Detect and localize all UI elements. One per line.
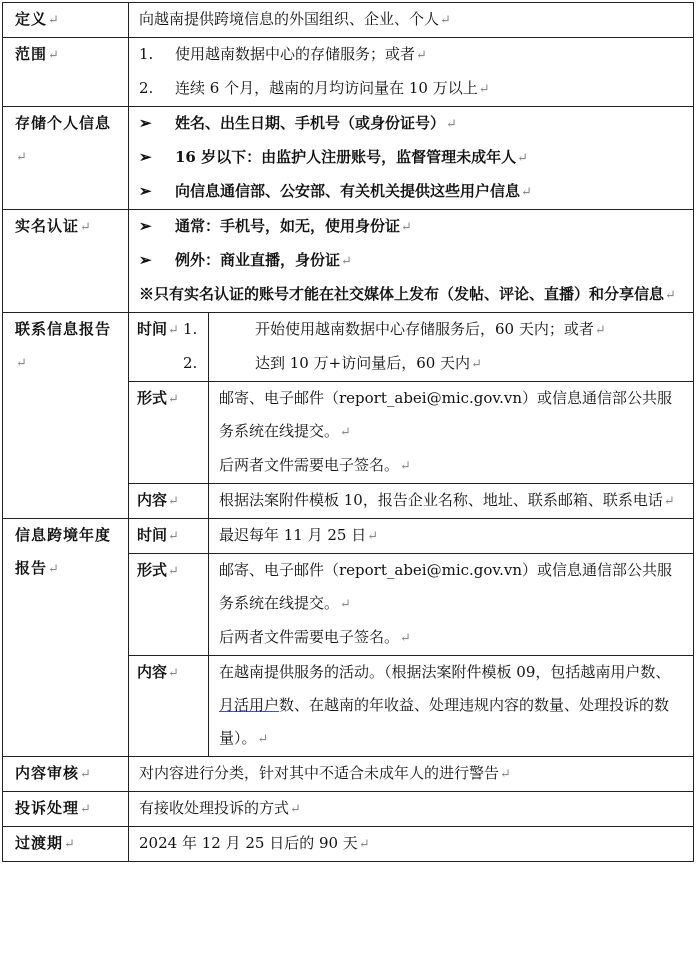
transition-label (3, 827, 129, 862)
paragraph-mark-icon: ↵ (517, 151, 529, 166)
text-span: 形式 (137, 561, 168, 579)
scope-row (3, 38, 694, 107)
paragraph-mark-icon: ↵ (48, 13, 60, 28)
complaint-label (3, 792, 129, 827)
contact-time-list (183, 313, 694, 382)
text-span: 定义 (15, 10, 48, 28)
paragraph-mark-icon: ↵ (16, 150, 28, 165)
transition-text (129, 827, 694, 862)
scope-label (3, 38, 129, 107)
text-span: 时间 (137, 526, 168, 544)
review-label (3, 757, 129, 792)
annual-form-text (209, 554, 694, 656)
storage-row (3, 107, 694, 210)
text-span: 联系信息报告 (15, 320, 112, 338)
storage-list (129, 107, 694, 210)
complaint-text (129, 792, 694, 827)
paragraph-mark-icon: ↵ (80, 220, 92, 235)
storage-item (139, 141, 685, 175)
text-span: 内容 (137, 491, 168, 509)
paragraph-mark-icon: ↵ (340, 597, 351, 612)
contact-content-text (209, 484, 694, 519)
paragraph-mark-icon: ↵ (168, 529, 179, 544)
storage-item (139, 175, 685, 209)
annual-time-text (209, 519, 694, 554)
paragraph-mark-icon: ↵ (168, 564, 179, 579)
text-span: 2. (139, 79, 154, 97)
text-span: 后两者文件需要电子签名。 (219, 456, 400, 474)
regulation-table (2, 2, 694, 862)
annual-time-label (129, 519, 209, 554)
review-row (3, 757, 694, 792)
paragraph-mark-icon: ↵ (400, 631, 411, 646)
arrow-bullet-icon: ➢ (139, 217, 152, 235)
realname-item (139, 244, 685, 278)
contact-time-row (3, 313, 694, 382)
text-span: 向信息通信部、公安部、有关机关提供这些用户信息 (175, 182, 521, 200)
definition-row (3, 3, 694, 38)
paragraph-mark-icon: ↵ (340, 425, 351, 440)
text-span: 范围 (15, 45, 48, 63)
annual-content-label (129, 656, 209, 757)
paragraph-mark-icon: ↵ (290, 802, 301, 817)
review-text (129, 757, 694, 792)
storage-item (139, 107, 685, 141)
text-span: 达到 10 万+访问量后，60 天内 (255, 354, 471, 372)
text-span: 1. (183, 320, 198, 338)
paragraph-mark-icon: ↵ (478, 82, 490, 97)
text-span: 后两者文件需要电子签名。 (219, 628, 400, 646)
annual-form-line (219, 554, 685, 621)
realname-label (3, 210, 129, 313)
contact-label (3, 313, 129, 519)
annual-form-line (219, 621, 685, 655)
text-span: ※只有实名认证的账号才能在社交媒体上发布（发帖、评论、直播）和分享信息 (139, 285, 665, 303)
text-span: 数、在越南的年收益、处理违规内容的数量、处理投诉的数量）。 (219, 696, 670, 747)
text-span: 内容审核 (15, 764, 80, 782)
text-span: 例外：商业直播，身份证 (175, 251, 341, 269)
realname-item (139, 210, 685, 244)
paragraph-mark-icon: ↵ (401, 220, 412, 235)
text-span: 时间 (137, 320, 168, 338)
text-span: 向越南提供跨境信息的外国组织、企业、个人 (139, 10, 440, 28)
annual-label (3, 519, 129, 757)
paragraph-mark-icon: ↵ (80, 802, 92, 817)
paragraph-mark-icon: ↵ (168, 323, 179, 338)
paragraph-mark-icon: ↵ (16, 356, 28, 371)
realname-note (139, 278, 685, 312)
paragraph-mark-icon: ↵ (594, 323, 606, 338)
paragraph-mark-icon: ↵ (500, 767, 511, 782)
text-span: 邮寄、电子邮件（report_abei@mic.gov.vn）或信息通信部公共服务系统在线提交。 (219, 389, 673, 440)
paragraph-mark-icon: ↵ (400, 459, 411, 474)
text-span: 2024 年 12 月 25 日后的 90 天 (139, 834, 358, 852)
paragraph-mark-icon: ↵ (358, 837, 370, 852)
paragraph-mark-icon: ↵ (367, 529, 379, 544)
scope-item (139, 72, 685, 106)
arrow-bullet-icon: ➢ (139, 182, 152, 200)
paragraph-mark-icon: ↵ (440, 13, 451, 28)
text-span: 对内容进行分类，针对其中不适合未成年人的进行警告 (139, 764, 500, 782)
text-span: 连续 6 个月，越南的月均访问量在 10 万以上 (175, 79, 478, 97)
paragraph-mark-icon: ↵ (48, 48, 60, 63)
paragraph-mark-icon: ↵ (80, 767, 92, 782)
complaint-row (3, 792, 694, 827)
text-span: 2. (183, 354, 198, 372)
text-span: 根据法案附件模板 10，报告企业名称、地址、联系邮箱、联系电话 (219, 491, 663, 509)
contact-content-label (129, 484, 209, 519)
paragraph-mark-icon: ↵ (663, 494, 675, 509)
scope-item (139, 38, 685, 72)
text-span: 有接收处理投诉的方式 (139, 799, 290, 817)
definition-label (3, 3, 129, 38)
paragraph-mark-icon: ↵ (257, 732, 269, 747)
contact-form-label (129, 382, 209, 484)
realname-list (129, 210, 694, 313)
paragraph-mark-icon: ↵ (168, 666, 179, 681)
contact-form-line (219, 382, 685, 449)
paragraph-mark-icon: ↵ (471, 357, 482, 372)
contact-form-line (219, 449, 685, 483)
paragraph-mark-icon: ↵ (341, 254, 352, 269)
arrow-bullet-icon: ➢ (139, 114, 152, 132)
contact-time-item (183, 313, 685, 347)
text-span: 1. (139, 45, 154, 63)
text-span: 开始使用越南数据中心存储服务后，60 天内；或者 (255, 320, 594, 338)
contact-form-text (209, 382, 694, 484)
arrow-bullet-icon: ➢ (139, 148, 152, 166)
text-span: 在越南提供服务的活动。（根据法案附件模板 09，包括越南用户数、 (219, 663, 671, 681)
paragraph-mark-icon: ↵ (446, 117, 457, 132)
text-span: 过渡期 (15, 834, 64, 852)
text-span: 姓名、出生日期、手机号（或身份证号） (175, 114, 446, 132)
storage-label (3, 107, 129, 210)
text-span: 16 岁以下：由监护人注册账号，监督管理未成年人 (175, 148, 517, 166)
paragraph-mark-icon: ↵ (48, 562, 60, 577)
text-span: 投诉处理 (15, 799, 80, 817)
text-span: 最迟每年 11 月 25 日 (219, 526, 367, 544)
realname-row (3, 210, 694, 313)
paragraph-mark-icon: ↵ (521, 185, 532, 200)
scope-list (129, 38, 694, 107)
contact-time-item (183, 347, 685, 381)
text-span: 内容 (137, 663, 168, 681)
paragraph-mark-icon: ↵ (64, 837, 76, 852)
text-span: 存储个人信息 (15, 114, 112, 132)
paragraph-mark-icon: ↵ (416, 48, 427, 63)
annual-content-text (209, 656, 694, 757)
text-span: 实名认证 (15, 217, 80, 235)
text-span: 形式 (137, 389, 168, 407)
paragraph-mark-icon: ↵ (168, 494, 179, 509)
annual-form-label (129, 554, 209, 656)
text-span: 信息跨境年度报告 (15, 526, 112, 577)
text-span: 通常：手机号，如无，使用身份证 (175, 217, 401, 235)
text-span: 邮寄、电子邮件（report_abei@mic.gov.vn）或信息通信部公共服务系统在线提交。 (219, 561, 673, 612)
text-span: 使用越南数据中心的存储服务；或者 (175, 45, 416, 63)
arrow-bullet-icon: ➢ (139, 251, 152, 269)
annual-time-row (3, 519, 694, 554)
definition-text (129, 3, 694, 38)
mau-underlined-term: 月活用户 (219, 696, 280, 714)
transition-row (3, 827, 694, 862)
paragraph-mark-icon: ↵ (168, 392, 179, 407)
paragraph-mark-icon: ↵ (665, 288, 676, 303)
